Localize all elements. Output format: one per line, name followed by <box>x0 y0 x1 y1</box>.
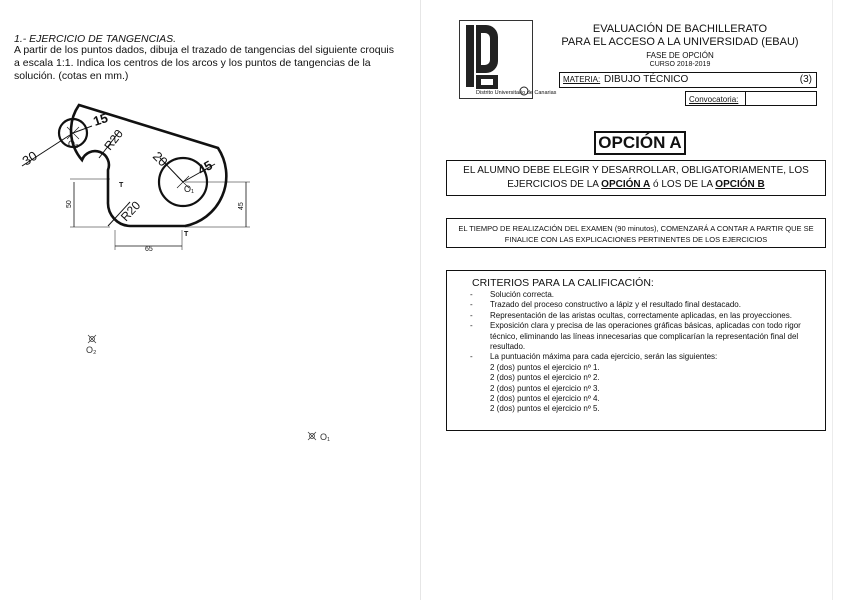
time-note-box <box>446 218 826 248</box>
convocatoria-separator <box>745 92 746 105</box>
label-tangent-1: T <box>119 182 124 189</box>
points-item: 2 (dos) puntos el ejercicio nº 5. <box>490 404 600 414</box>
dim-line-15 <box>73 126 92 133</box>
instruction-text-2: ó LOS DE LA <box>650 179 716 190</box>
label-tangent-2: T <box>184 231 189 238</box>
dim-label-r20-bottom: R20 <box>117 198 144 225</box>
criteria-list <box>470 290 810 415</box>
criteria-item: - Trazado del proceso constructivo a lápiz y el resultado final destacado. <box>470 300 741 310</box>
points-item: 2 (dos) puntos el ejercicio nº 4. <box>490 394 600 404</box>
criteria-item: - Solución correcta. <box>470 290 555 299</box>
instruction-option-a: OPCIÓN A <box>601 179 651 190</box>
exam-phase: FASE DE OPCIÓN <box>646 51 714 60</box>
university-logo <box>459 20 557 99</box>
dim-label-45-vertical: 45 <box>238 202 245 210</box>
convocatoria-box <box>685 91 817 106</box>
criteria-item: - La puntuación máxima para cada ejercicio, serán las siguientes: <box>470 352 718 362</box>
instruction-text-1: EL ALUMNO DEBE ELEGIR Y DESARROLLAR, OBLIGATORIAMENTE, LOS EJERCICIOS DE LA <box>463 165 809 190</box>
tangency-sketch <box>0 0 420 600</box>
dim-label-45: 45 <box>195 157 216 178</box>
dim-label-50: 50 <box>66 200 73 208</box>
criteria-item: - Representación de las aristas ocultas, correctamente aplicadas, en las proyecciones. <box>470 310 792 320</box>
points-item: 2 (dos) puntos el ejercicio nº 2. <box>490 373 600 383</box>
criteria-box <box>446 270 826 431</box>
page-fold-line <box>420 0 421 600</box>
criteria-title: CRITERIOS PARA LA CALIFICACIÓN: <box>472 277 654 289</box>
exam-title-line1: EVALUACIÓN DE BACHILLERATO <box>592 23 768 35</box>
exam-title-line2: PARA EL ACCESO A LA UNIVERSIDAD (EBAU) <box>561 36 799 48</box>
dim-label-20: 20 <box>149 148 171 170</box>
subject-number: (3) <box>799 74 812 85</box>
option-title: OPCIÓN A <box>594 131 686 155</box>
exam-course: CURSO 2018-2019 <box>649 61 711 68</box>
subject-label: MATERIA: <box>563 75 601 84</box>
subject-box <box>559 72 817 88</box>
right-edge-line <box>832 0 833 600</box>
given-point-o1-label: O₁ <box>320 432 331 442</box>
convocatoria-label: Convocatoria: <box>689 95 739 104</box>
dim-label-30: 30 <box>19 148 40 169</box>
dim-label-r20-top: R20 <box>101 126 126 153</box>
exercise-statement: A partir de los puntos dados, dibuja el trazado de tangencias del siguiente croquis a escala 1:1. Indica los centros de los arcos y los puntos de tangencias de la solución. (cotas en mm.) <box>14 44 394 82</box>
criteria-item: - Exposición clara y precisa de las operaciones gráficas básicas, aplicadas con todo rigor técnico, eliminando las líneas innecesarias que complicarían la representación final del resultado. <box>470 321 801 352</box>
label-o1: O₁ <box>184 184 195 194</box>
time-note-text: EL TIEMPO DE REALIZACIÓN DEL EXAMEN (90 minutos), COMENZARÁ A CONTAR A PARTIR QUE SE FINALICE CON LAS EXPLICACIONES PERTINENTES DE LOS EJERCICIOS <box>458 224 814 244</box>
logo-lettering: Distrito Universitario de Canarias <box>476 90 557 96</box>
instruction-box <box>446 160 826 196</box>
exercise-title: 1.- EJERCICIO DE TANGENCIAS. <box>14 33 176 45</box>
duc-logo-icon <box>460 21 557 98</box>
given-point-o1-mark <box>308 432 316 440</box>
label-o2: O₂ <box>68 139 79 149</box>
subject-value: DIBUJO TÉCNICO <box>604 74 689 85</box>
points-item: 2 (dos) puntos el ejercicio nº 1. <box>490 362 600 372</box>
dim-label-15: 15 <box>91 110 110 129</box>
given-point-o2-mark <box>88 335 96 343</box>
instruction-option-b: OPCIÓN B <box>715 179 765 190</box>
given-point-o2-label: O₂ <box>86 345 97 355</box>
dim-label-65: 65 <box>145 246 153 253</box>
points-item: 2 (dos) puntos el ejercicio nº 3. <box>490 383 600 393</box>
